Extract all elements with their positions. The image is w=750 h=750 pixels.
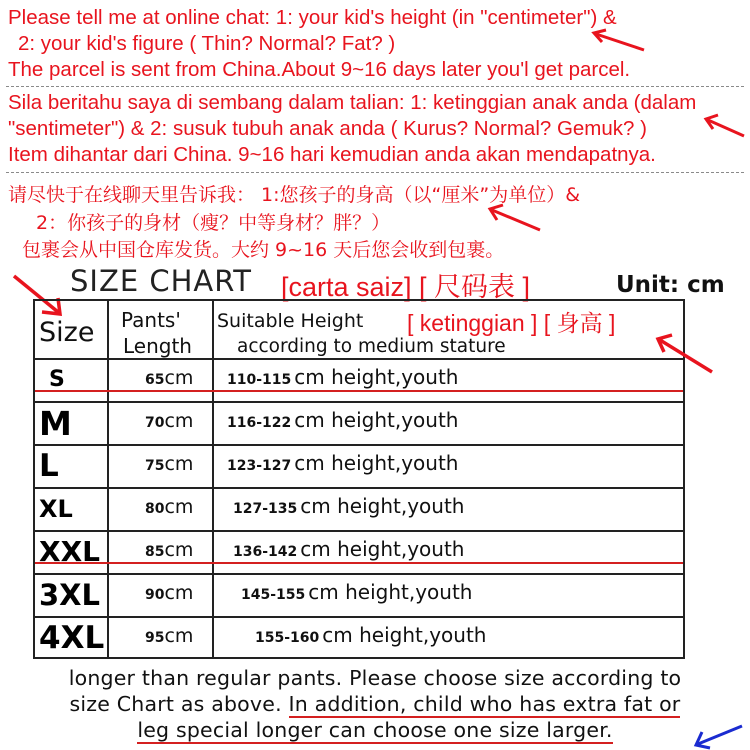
- size-cell: 3XL: [39, 577, 101, 612]
- length-cell: [145, 539, 193, 561]
- size-cell: XL: [39, 494, 73, 523]
- height-range: 136-142: [233, 544, 298, 560]
- footer-line3: [0, 718, 750, 742]
- size-chart-table: [33, 299, 685, 659]
- notice-ms-line2: "sentimeter") & 2: susuk tubuh anak anda ( Kurus? Normal? Gemuk? ): [8, 117, 647, 140]
- size-cell: M: [39, 403, 72, 443]
- notice-en-line1: Please tell me at online chat: 1: your kid's height (in "centimeter") &: [8, 6, 617, 29]
- row-highlight-line: [35, 562, 683, 564]
- length-value: 85: [145, 544, 165, 560]
- height-unit: cm height,youth: [294, 365, 459, 389]
- length-cell: [145, 453, 193, 475]
- height-range: 155-160: [255, 630, 320, 646]
- height-range: 116-122: [227, 415, 292, 431]
- row-divider: [35, 616, 683, 618]
- length-unit: cm: [164, 453, 194, 475]
- size-cell: S: [49, 366, 65, 392]
- header-height-translations: [ ketinggian ] [ 身高 ]: [407, 310, 616, 336]
- header-pants-line2: Length: [123, 334, 192, 358]
- arrow-icon: [690, 722, 746, 750]
- length-cell: [145, 496, 193, 518]
- length-value: 95: [145, 630, 165, 646]
- row-divider: [35, 487, 683, 489]
- height-cell: [255, 623, 486, 647]
- arrow-icon: [700, 112, 748, 140]
- chart-title-translations: [carta saiz] [ 尺码表 ]: [281, 272, 531, 302]
- notice-ms-line1: Sila beritahu saya di sembang dalam talian: 1: ketinggian anak anda (dalam: [8, 91, 697, 114]
- header-size: Size: [39, 317, 95, 348]
- chart-title: SIZE CHART: [70, 264, 253, 298]
- length-cell: [145, 367, 193, 389]
- notice-en-line3: The parcel is sent from China.About 9~16 days later you'l get parcel.: [8, 58, 631, 81]
- length-unit: cm: [164, 410, 194, 432]
- arrow-icon: [652, 332, 716, 376]
- length-value: 75: [145, 458, 165, 474]
- height-cell: [227, 451, 458, 475]
- length-value: 65: [145, 372, 165, 388]
- footer-line2b: In addition, child who has extra fat or: [288, 692, 681, 716]
- length-value: 70: [145, 415, 165, 431]
- notice-ms-line3: Item dihantar dari China. 9~16 hari kemudian anda akan mendapatnya.: [8, 143, 656, 166]
- footer-line1: longer than regular pants. Please choose size according to: [68, 666, 682, 690]
- height-unit: cm height,youth: [294, 408, 459, 432]
- divider: [6, 172, 744, 173]
- height-range: 123-127: [227, 458, 292, 474]
- notice-cn-line3: 包裹会从中国仓库发货。大约 9~16 天后您会收到包裹。: [22, 239, 505, 261]
- size-cell: L: [39, 447, 59, 484]
- height-range: 110-115: [227, 372, 292, 388]
- height-unit: cm height,youth: [300, 537, 465, 561]
- header-height-line2: according to medium stature: [237, 336, 506, 357]
- arrow-icon: [588, 28, 648, 54]
- height-cell: [227, 365, 458, 389]
- row-divider: [35, 530, 683, 532]
- header-height-line1: Suitable Height: [217, 310, 364, 332]
- unit-label: Unit: cm: [616, 272, 725, 298]
- height-unit: cm height,youth: [322, 623, 487, 647]
- height-range: 127-135: [233, 501, 298, 517]
- height-unit: cm height,youth: [300, 494, 465, 518]
- length-cell: [145, 582, 193, 604]
- row-divider: [35, 444, 683, 446]
- size-cell: 4XL: [39, 619, 105, 656]
- height-unit: cm height,youth: [294, 451, 459, 475]
- height-unit: cm height,youth: [308, 580, 473, 604]
- length-value: 90: [145, 587, 165, 603]
- divider: [6, 86, 744, 87]
- length-unit: cm: [164, 582, 194, 604]
- row-divider: [35, 401, 683, 403]
- height-cell: [233, 494, 464, 518]
- row-divider: [35, 573, 683, 575]
- height-cell: [233, 537, 464, 561]
- length-unit: cm: [164, 496, 194, 518]
- height-cell: [241, 580, 472, 604]
- footer-line3-text: leg special longer can choose one size larger.: [137, 718, 613, 742]
- notice-cn-line1: 请尽快于在线聊天里告诉我： 1:您孩子的身高（以“厘米”为单位）&: [8, 184, 581, 206]
- notice-cn-line2: 2：你孩子的身材（瘦？中等身材？胖？）: [36, 212, 391, 234]
- row-highlight-line: [35, 390, 683, 392]
- arrow-icon: [484, 202, 544, 234]
- size-cell: XXL: [39, 535, 101, 569]
- length-value: 80: [145, 501, 165, 517]
- length-unit: cm: [164, 539, 194, 561]
- height-cell: [227, 408, 458, 432]
- notice-en-line2: 2: your kid's figure ( Thin? Normal? Fat? ): [18, 32, 396, 55]
- length-unit: cm: [164, 625, 194, 647]
- length-cell: [145, 625, 193, 647]
- length-unit: cm: [164, 367, 194, 389]
- footer-line2a: size Chart as above.: [69, 692, 282, 716]
- height-range: 145-155: [241, 587, 306, 603]
- header-pants-line1: Pants': [121, 308, 181, 332]
- footer-line2: [0, 692, 750, 716]
- length-cell: [145, 410, 193, 432]
